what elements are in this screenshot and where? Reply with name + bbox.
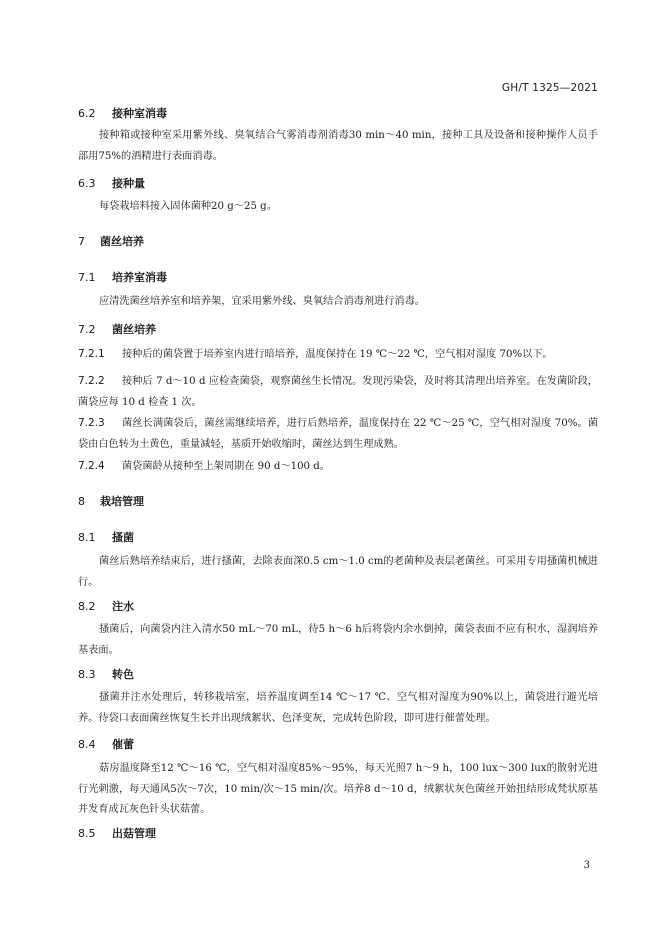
- section-title: 催蕾: [112, 738, 134, 751]
- chapter-8: [78, 492, 598, 512]
- chapter-number: 7: [78, 235, 85, 248]
- clause-number: 7.2.4: [78, 460, 105, 472]
- clause-text: 菌袋菌龄从接种至上架周期在 90 d～100 d。: [122, 461, 330, 472]
- section-heading: [78, 320, 598, 340]
- section-8-4-body: [78, 759, 598, 821]
- paragraph: 搔菌并注水处理后，转移栽培室，培养温度调至14 ℃～17 ℃、空气相对湿度为90%以上，菌袋进行避光培养。待袋口表面菌丝恢复生长并出现绒絮状、色泽变灰，完成转色阶段，即可进行催蕾处理。: [78, 692, 598, 724]
- clause-7-2-4: [78, 456, 598, 478]
- section-8-2-body: [78, 620, 598, 661]
- section-heading: [78, 268, 598, 288]
- section-number: 8.5: [78, 827, 96, 840]
- chapter-title: 菌丝培养: [100, 235, 144, 248]
- section-title: 出菇管理: [112, 827, 156, 840]
- section-heading: [78, 597, 598, 617]
- section-number: 8.4: [78, 738, 96, 751]
- standard-code: GH/T 1325—2021: [501, 82, 598, 94]
- chapter-number: 8: [78, 495, 85, 508]
- page-number: 3: [583, 860, 590, 871]
- clause-7-2-2: [78, 371, 598, 413]
- section-title: 接种量: [112, 177, 145, 190]
- paragraph: 接种箱或接种室采用紫外线、臭氧结合气雾消毒剂消毒30 min～40 min，接种工具及设备和接种操作人员手部用75%的酒精进行表面消毒。: [78, 130, 598, 162]
- clause: [78, 344, 598, 366]
- chapter-7: [78, 232, 598, 252]
- section-7-1-body: [78, 292, 598, 313]
- chapter-title: 栽培管理: [100, 495, 144, 508]
- section-number: 7.1: [78, 271, 96, 284]
- section-6-2-body: [78, 126, 598, 167]
- section-6-2: [78, 104, 598, 124]
- section-7-2: [78, 320, 598, 340]
- paragraph: 搔菌后，向菌袋内注入清水50 mL～70 mL，待5 h～6 h后将袋内余水倒掉，菌袋表面不应有积水，湿润培养基表面。: [78, 624, 598, 656]
- section-title: 搔菌: [112, 531, 134, 544]
- section-7-1: [78, 268, 598, 288]
- section-8-5: [78, 824, 598, 844]
- paragraph: 应清洗菌丝培养室和培养架，宜采用紫外线、臭氧结合消毒剂进行消毒。: [99, 296, 425, 307]
- clause-7-2-3: [78, 413, 598, 455]
- section-number: 8.2: [78, 600, 96, 613]
- paragraph: 菌丝后熟培养结束后，进行搔菌，去除表面深0.5 cm～1.0 cm的老菌种及表层老菌丝。可采用专用搔菌机械进行。: [78, 556, 598, 588]
- clause-7-2-1: [78, 344, 598, 366]
- section-title: 菌丝培养: [112, 323, 156, 336]
- section-heading: [78, 174, 598, 194]
- clause-number: 7.2.2: [78, 375, 105, 387]
- clause: [78, 456, 598, 478]
- section-6-3: [78, 174, 598, 194]
- section-number: 7.2: [78, 323, 96, 336]
- section-8-2: [78, 597, 598, 617]
- section-number: 6.2: [78, 107, 96, 120]
- clause-text: 接种后的菌袋置于培养室内进行暗培养，温度保持在 19 ℃～22 ℃，空气相对湿度 70%以下。: [122, 349, 553, 360]
- section-heading: [78, 528, 598, 548]
- chapter-heading: [78, 232, 598, 252]
- section-title: 注水: [112, 600, 134, 613]
- section-heading: [78, 735, 598, 755]
- clause-number: 7.2.1: [78, 348, 105, 360]
- section-8-3: [78, 665, 598, 685]
- section-6-3-body: [78, 197, 598, 218]
- chapter-heading: [78, 492, 598, 512]
- clause-text: 接种后 7 d～10 d 应检查菌袋，观察菌丝生长情况。发现污染袋，及时将其清理出培养室。在发菌阶段，菌袋应每 10 d 检查 1 次。: [78, 376, 598, 408]
- clause-number: 7.2.3: [78, 417, 105, 429]
- section-number: 6.3: [78, 177, 96, 190]
- section-title: 转色: [112, 668, 134, 681]
- clause-text: 菌丝长满菌袋后，菌丝需继续培养，进行后熟培养，温度保持在 22 ℃～25 ℃，空气相对湿度 70%。菌袋由白色转为土黄色，重量减轻，基质开始收缩时，菌丝达到生理成熟。: [78, 418, 598, 450]
- section-title: 培养室消毒: [112, 271, 167, 284]
- section-title: 接种室消毒: [112, 107, 167, 120]
- section-8-4: [78, 735, 598, 755]
- paragraph: 菇房温度降至12 ℃～16 ℃，空气相对湿度85%～95%，每天光照7 h～9 h，100 lux～300 lux的散射光进行光刺激，每天通风5次～7次，10 min/次～15 min/次。培养8 d～10 d，绒絮状灰色菌丝开始扭结形成梵状原基并发育成瓦灰色针头状菇蕾。: [78, 763, 598, 815]
- section-heading: [78, 104, 598, 124]
- section-8-1-body: [78, 552, 598, 593]
- section-heading: [78, 824, 598, 844]
- section-8-1: [78, 528, 598, 548]
- section-8-3-body: [78, 688, 598, 729]
- clause: [78, 371, 598, 413]
- paragraph: 每袋栽培料接入固体菌种20 g～25 g。: [99, 201, 277, 212]
- clause: [78, 413, 598, 455]
- section-number: 8.1: [78, 531, 96, 544]
- section-number: 8.3: [78, 668, 96, 681]
- section-heading: [78, 665, 598, 685]
